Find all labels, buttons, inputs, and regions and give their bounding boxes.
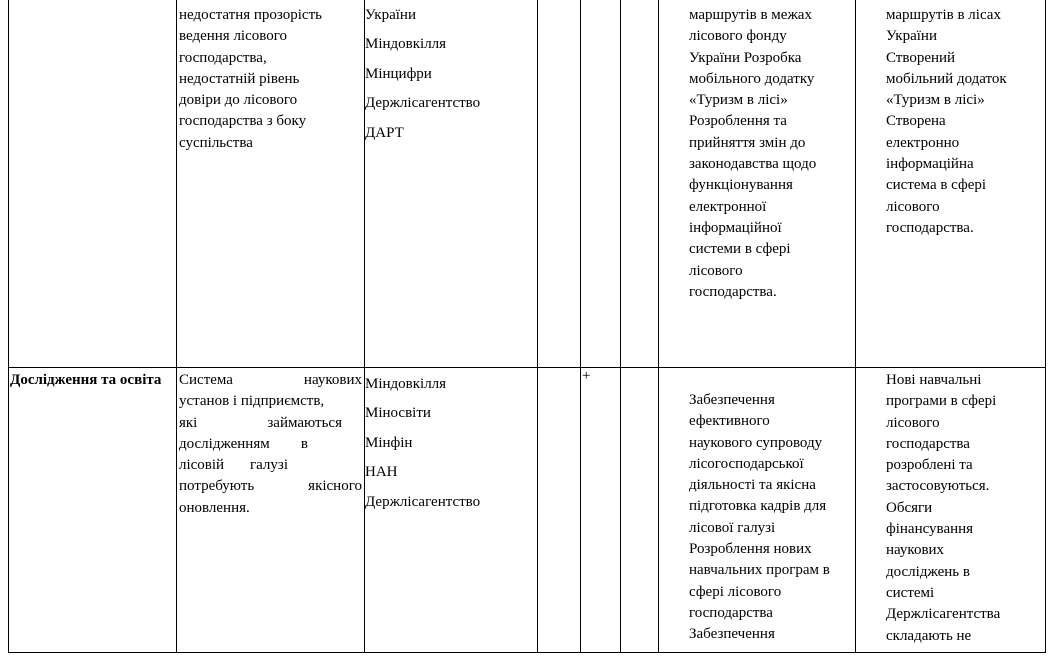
result-line: розроблені та	[886, 457, 973, 474]
topic-text	[9, 0, 176, 1]
task-line: лісового фонду	[689, 28, 787, 45]
result-line: лісового	[886, 198, 940, 215]
result-line: електронно	[886, 134, 960, 151]
mark-text: +	[582, 368, 591, 384]
empty-cell	[621, 368, 659, 653]
problem-line: довіри до лісового	[179, 92, 298, 109]
task-line: господарства.	[689, 283, 777, 300]
agency-name: Мінцифри	[365, 65, 432, 82]
agency-name: НАН	[365, 464, 398, 481]
task-line: Забезпечення	[689, 626, 775, 643]
result-line: складають не	[886, 627, 972, 644]
result-line: Створений	[886, 49, 956, 66]
task-line: прийняття змін до	[689, 134, 806, 151]
task-line: Розроблення нових	[689, 541, 812, 558]
topic-cell	[9, 368, 177, 653]
result-line: «Туризм в лісі»	[886, 92, 985, 109]
task-line: лісового	[689, 262, 743, 279]
task-line: господарства	[689, 604, 773, 621]
problem-line: господарства з боку	[179, 113, 307, 130]
problem-line: Система наукових	[179, 372, 362, 388]
result-line: Нові навчальні	[886, 372, 982, 388]
task-line: Розроблення та	[689, 113, 787, 130]
result-line: Обсяги	[886, 499, 933, 516]
empty-cell	[621, 0, 659, 368]
result-line: досліджень в	[886, 563, 970, 580]
table-row	[9, 368, 1046, 653]
problem-cell	[177, 0, 365, 368]
tasks-cell	[659, 0, 856, 368]
task-line: лісової галузі	[689, 519, 776, 536]
table-row	[9, 0, 1046, 368]
task-line: діяльності та якісна	[689, 477, 816, 494]
task-line: України Розробка	[689, 49, 802, 66]
results-cell	[856, 368, 1046, 653]
result-line: лісового	[886, 414, 940, 431]
agency-name: Міндовкілля	[365, 376, 447, 392]
problem-line: установ і підприємств,	[179, 393, 325, 410]
problem-line: потребують якісного	[179, 478, 362, 495]
task-line: інформаційної	[689, 219, 782, 236]
result-line: Створена	[886, 113, 946, 130]
task-line: підготовка кадрів для	[689, 498, 827, 515]
result-line: наукових	[886, 542, 945, 559]
mark-cell	[581, 368, 621, 653]
task-line: навчальних програм в	[689, 562, 830, 579]
task-line: «Туризм в лісі»	[689, 92, 788, 109]
problem-line: лісовій галузі	[179, 457, 288, 474]
agency-name: України	[365, 7, 416, 23]
result-line: господарства.	[886, 219, 974, 236]
task-line: лісогосподарської	[689, 455, 804, 472]
result-line: застосовуються.	[886, 478, 990, 495]
result-line: України	[886, 28, 937, 45]
task-line: функціонування	[689, 177, 793, 194]
result-line: мобільний додаток	[886, 70, 1007, 87]
task-line: ефективного	[689, 413, 770, 430]
problem-line: недостатній рівень	[179, 70, 300, 87]
empty-cell	[538, 368, 581, 653]
task-line: мобільного додатку	[689, 70, 815, 87]
result-line: системі	[886, 584, 935, 601]
agency-name: Держлісагентство	[365, 493, 481, 510]
topic-text: Дослідження та освіта	[10, 372, 162, 388]
task-line: сфері лісового	[689, 583, 782, 600]
agency-name: ДАРТ	[365, 124, 404, 141]
task-line: законодавства щодо	[689, 156, 817, 173]
result-line: маршрутів в лісах	[886, 7, 1001, 23]
agency-name: Мінфін	[365, 434, 413, 451]
task-line: наукового супроводу	[689, 434, 823, 451]
task-line: системи в сфері	[689, 241, 791, 258]
problem-cell	[177, 368, 365, 653]
agency-name: Міносвіти	[365, 405, 431, 422]
results-cell	[856, 0, 1046, 368]
problem-line: суспільства	[179, 134, 253, 151]
problem-line: оновлення.	[179, 499, 250, 516]
task-line: Забезпечення	[689, 392, 775, 408]
problem-line: ведення лісового	[179, 28, 288, 45]
problem-line: які займаються	[179, 414, 342, 431]
problem-line: дослідженням в	[179, 435, 308, 452]
agency-name: Міндовкілля	[365, 36, 447, 53]
agencies-cell	[365, 0, 538, 368]
problem-line: недостатня прозорість	[179, 7, 322, 23]
mark-cell	[581, 0, 621, 368]
problem-line: господарства,	[179, 49, 267, 66]
task-line: маршрутів в межах	[689, 7, 812, 23]
result-line: господарства	[886, 435, 970, 452]
topic-cell	[9, 0, 177, 368]
result-line: фінансування	[886, 521, 974, 538]
result-line: система в сфері	[886, 177, 987, 194]
result-line: програми в сфері	[886, 393, 997, 410]
result-line: Держлісагентства	[886, 606, 1001, 623]
result-line: інформаційна	[886, 156, 974, 173]
task-line: електронної	[689, 198, 767, 215]
plan-table	[8, 0, 1046, 653]
tasks-cell	[659, 368, 856, 653]
agency-name: Держлісагентство	[365, 95, 481, 112]
empty-cell	[538, 0, 581, 368]
agencies-cell	[365, 368, 538, 653]
